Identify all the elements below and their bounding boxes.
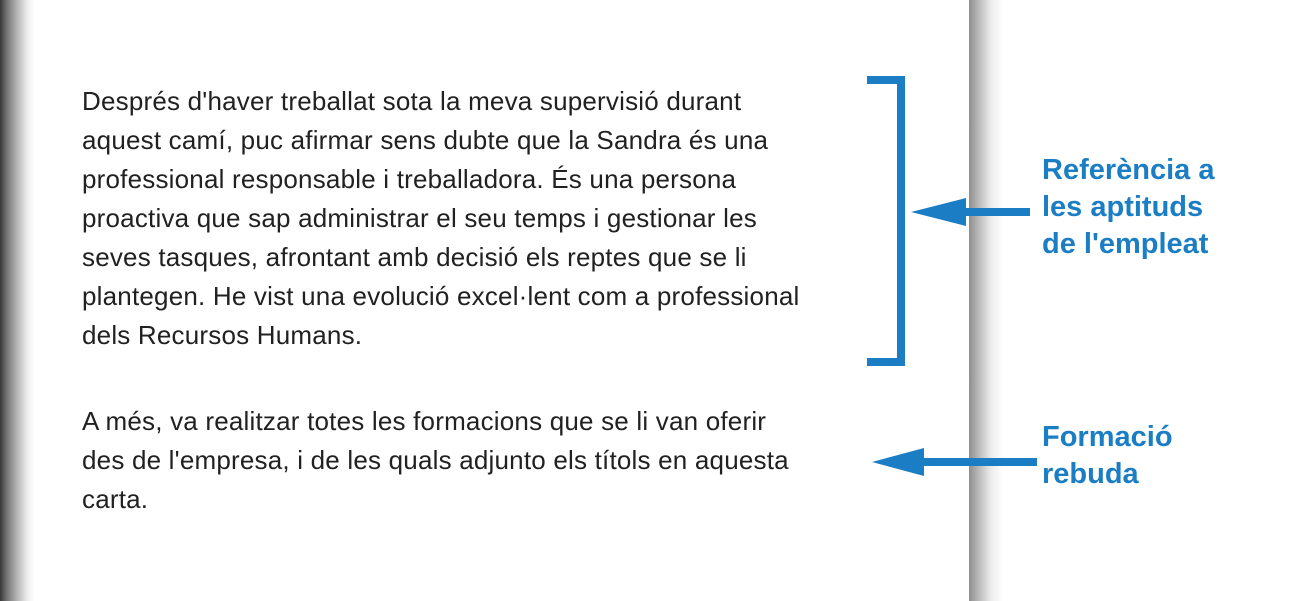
annotation-text-line: Referència a [1042, 154, 1215, 186]
aptitudes-arrow-shaft [963, 208, 1030, 216]
page-right-edge-shadow [969, 0, 1003, 601]
annotation-text-line: rebuda [1042, 458, 1139, 490]
document-text-line: plantegen. He vist una evolució excel·lent com a professional [82, 281, 800, 311]
page-left-edge-shadow [0, 0, 34, 601]
document-text-line: des de l'empresa, i de les quals adjunto els títols en aquesta [82, 445, 789, 475]
aptitudes-arrow-left-icon [911, 198, 966, 226]
document-text-line: A més, va realitzar totes les formacions que se li van oferir [82, 406, 767, 436]
letter-paragraph-training [82, 402, 789, 519]
document-text-line: carta. [82, 484, 149, 514]
document-text-line: dels Recursos Humans. [82, 320, 363, 350]
document-text-line: professional responsable i treballadora. És una persona [82, 164, 737, 194]
annotation-label-aptitudes [1042, 152, 1215, 263]
aptitudes-bracket [867, 76, 905, 366]
letter-paragraph-aptitudes [82, 82, 800, 355]
annotation-text-line: de l'empleat [1042, 228, 1209, 260]
training-arrow-left-icon [872, 448, 924, 476]
annotation-label-training [1042, 419, 1173, 493]
document-text-line: aquest camí, puc afirmar sens dubte que la Sandra és una [82, 125, 769, 155]
training-arrow-shaft [920, 458, 1037, 466]
document-text-line: Després d'haver treballat sota la meva supervisió durant [82, 86, 742, 116]
annotation-text-line: les aptituds [1042, 191, 1204, 223]
document-text-line: seves tasques, afrontant amb decisió els reptes que se li [82, 242, 747, 272]
document-text-line: proactiva que sap administrar el seu temps i gestionar les [82, 203, 757, 233]
annotation-text-line: Formació [1042, 421, 1173, 453]
